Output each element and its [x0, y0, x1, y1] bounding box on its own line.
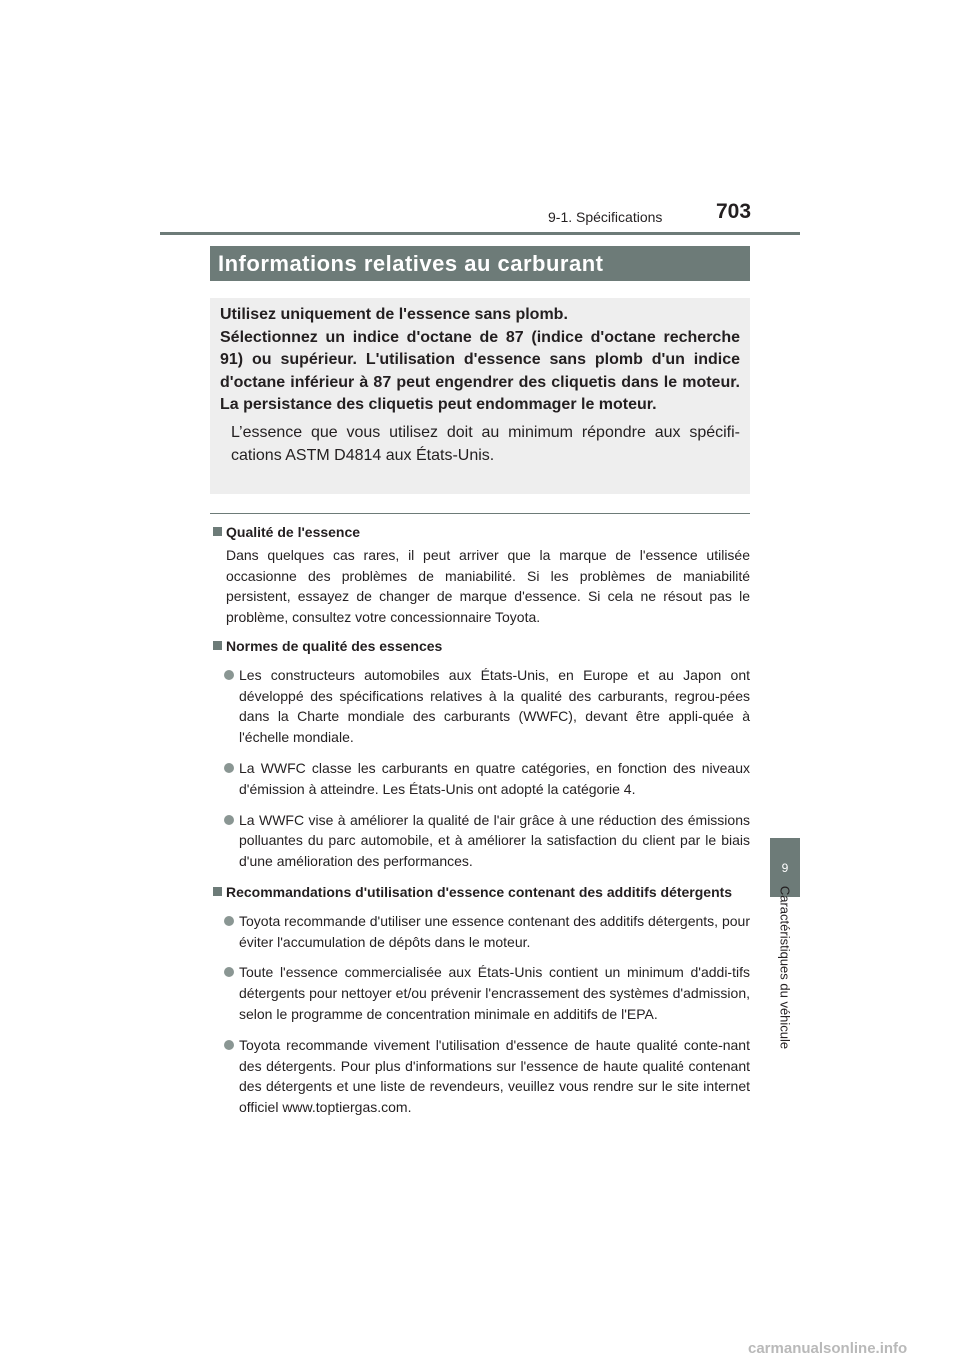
- intro-note: L’essence que vous utilisez doit au minimum répondre aux spécifi-cations ASTM D4814 aux États-Unis.: [231, 423, 740, 464]
- list-item: Toyota recommande vivement l'utilisation d'essence de haute qualité conte-nant des détergents. Pour plus d'informations sur l'essence de haute qualité contenant des détergents et une liste de revendeurs, veuillez vous rendre sur le site internet officiel www.toptiergas.com.: [210, 1035, 750, 1118]
- list-item: La WWFC vise à améliorer la qualité de l'air grâce à une réduction des émissions polluantes du parc automobile, et à améliorer la satisfaction du client par le biais d'une amélioration des performances.: [210, 810, 750, 872]
- section-title: Informations relatives au carburant: [210, 246, 750, 281]
- intro-box: [210, 298, 750, 494]
- list-item: Les constructeurs automobiles aux États-Unis, en Europe et au Japon ont développé des spécifications relatives à la qualité des carburants, regrou-pées dans la Charte mondiale des carburants (WWFC), devant être appli-quée à l'échelle mondiale.: [210, 665, 750, 748]
- bullet-icon: [224, 916, 234, 926]
- chapter-title: Caractéristiques du véhicule: [777, 885, 793, 1050]
- page-number: 703: [716, 200, 752, 223]
- watermark: carmanualsonline.info: [748, 1340, 908, 1357]
- bullet-icon: [224, 967, 234, 977]
- divider: [210, 513, 750, 514]
- chapter-number: 9: [781, 860, 789, 875]
- bullet-icon: [224, 1040, 234, 1050]
- running-header-section: 9-1. Spécifications: [548, 209, 663, 225]
- intro-strong-line: Utilisez uniquement de l'essence sans plomb.: [220, 306, 568, 323]
- heading-fuel-quality: Qualité de l'essence: [210, 522, 750, 543]
- intro-strong-line: Sélectionnez un indice d'octane de 87 (indice d'octane recherche 91) ou supérieur. L'utilisation d'essence sans plomb d'un indice d'octane inférieur à 87 peut engendrer des cliquetis dans le moteur. La persistance des cliquetis peut endommager le moteur.: [220, 328, 740, 413]
- list-item: Toyota recommande d'utiliser une essence contenant des additifs détergents, pour éviter l'accumulation de dépôts dans le moteur.: [210, 911, 750, 953]
- bullet-icon: [224, 763, 234, 773]
- fuel-quality-text: Dans quelques cas rares, il peut arriver que la marque de l'essence utilisée occasionne des problèmes de maniabilité. Si les problèmes de maniabilité persistent, essayez de changer de marque d'essence. Si cela ne résout pas le problème, consultez votre concessionnaire Toyota.: [226, 546, 750, 626]
- list-item: Toute l'essence commercialisée aux États-Unis contient un minimum d'addi-tifs détergents pour nettoyer et/ou prévenir l'encrassement des systèmes d'admission, selon le programme de concentration minimale en additifs de l'EPA.: [210, 962, 750, 1024]
- header-rule: [160, 232, 800, 235]
- list-item: La WWFC classe les carburants en quatre catégories, en fonction des niveaux d'émission à atteindre. Les États-Unis ont adopté la catégorie 4.: [210, 758, 750, 800]
- heading-quality-standards: Normes de qualité des essences: [210, 636, 750, 657]
- main-content: [210, 522, 750, 1118]
- bullet-icon: [224, 670, 234, 680]
- heading-detergent-additives: Recommandations d'utilisation d'essence contenant des additifs détergents: [210, 882, 750, 903]
- bullet-icon: [224, 815, 234, 825]
